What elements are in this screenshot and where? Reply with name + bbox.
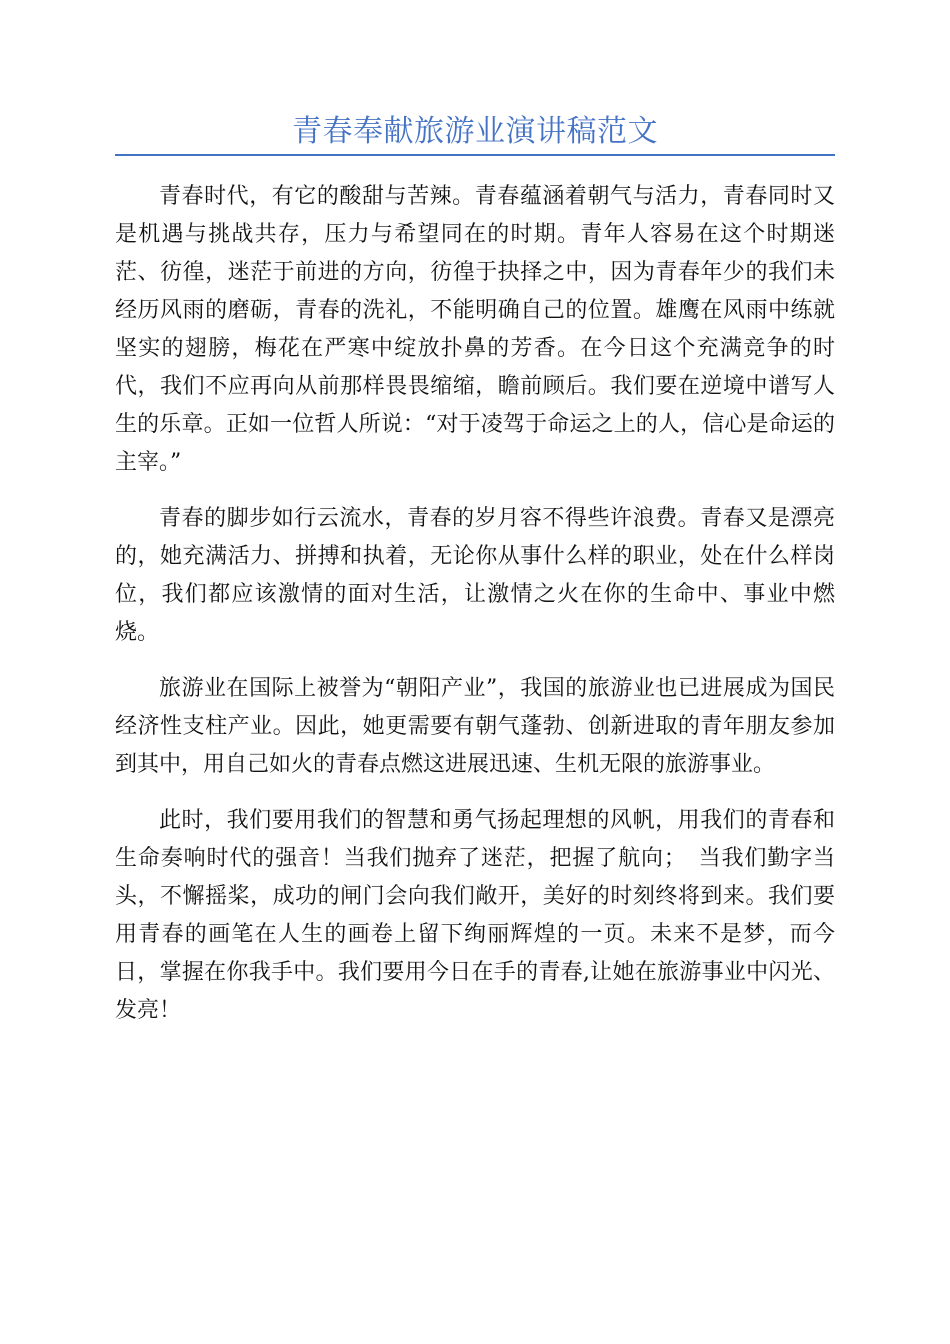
document-body: [115, 110, 835, 1048]
title-underline: [115, 154, 835, 156]
paragraph-2: 青春的脚步如行云流水，青春的岁月容不得些许浪费。青春又是漂亮的，她充满活力、拼搏和执着，无论你从事什么样的职业，处在什么样岗位，我们都应该激情的面对生活，让激情之火在你的生命中、事业中燃烧。: [115, 506, 835, 645]
paragraph-1: 青春时代，有它的酸甜与苦辣。青春蕴涵着朝气与活力，青春同时又是机遇与挑战共存，压力与希望同在的时期。青年人容易在这个时期迷茫、彷徨，迷茫于前进的方向，彷徨于抉择之中，因为青春年少的我们未经历风雨的磨砺，青春的洗礼，不能明确自己的位置。雄鹰在风雨中练就坚实的翅膀，梅花在严寒中绽放扑鼻的芳香。在今日这个充满竞争的时代，我们不应再向从前那样畏畏缩缩，瞻前顾后。我们要在逆境中谱写人生的乐章。正如一位哲人所说：“对于凌驾于命运之上的人，信心是命运的主宰。”: [115, 184, 835, 475]
document-title: 青春奉献旅游业演讲稿范文: [292, 114, 658, 149]
paragraph-4: 此时，我们要用我们的智慧和勇气扬起理想的风帆，用我们的青春和生命奏响时代的强音！当我们抛弃了迷茫，把握了航向； 当我们勤字当头，不懈摇桨，成功的闸门会向我们敞开，美好的时刻终将到来。我们要用青春的画笔在人生的画卷上留下绚丽辉煌的一页。未来不是梦，而今日，掌握在你我手中。我们要用今日在手的青春,让她在旅游事业中闪光、发亮！: [115, 808, 835, 1023]
paragraph-3: 旅游业在国际上被誉为“朝阳产业”，我国的旅游业也已进展成为国民经济性支柱产业。因此，她更需要有朝气蓬勃、创新进取的青年朋友参加到其中，用自己如火的青春点燃这进展迅速、生机无限的旅游事业。: [115, 676, 835, 777]
